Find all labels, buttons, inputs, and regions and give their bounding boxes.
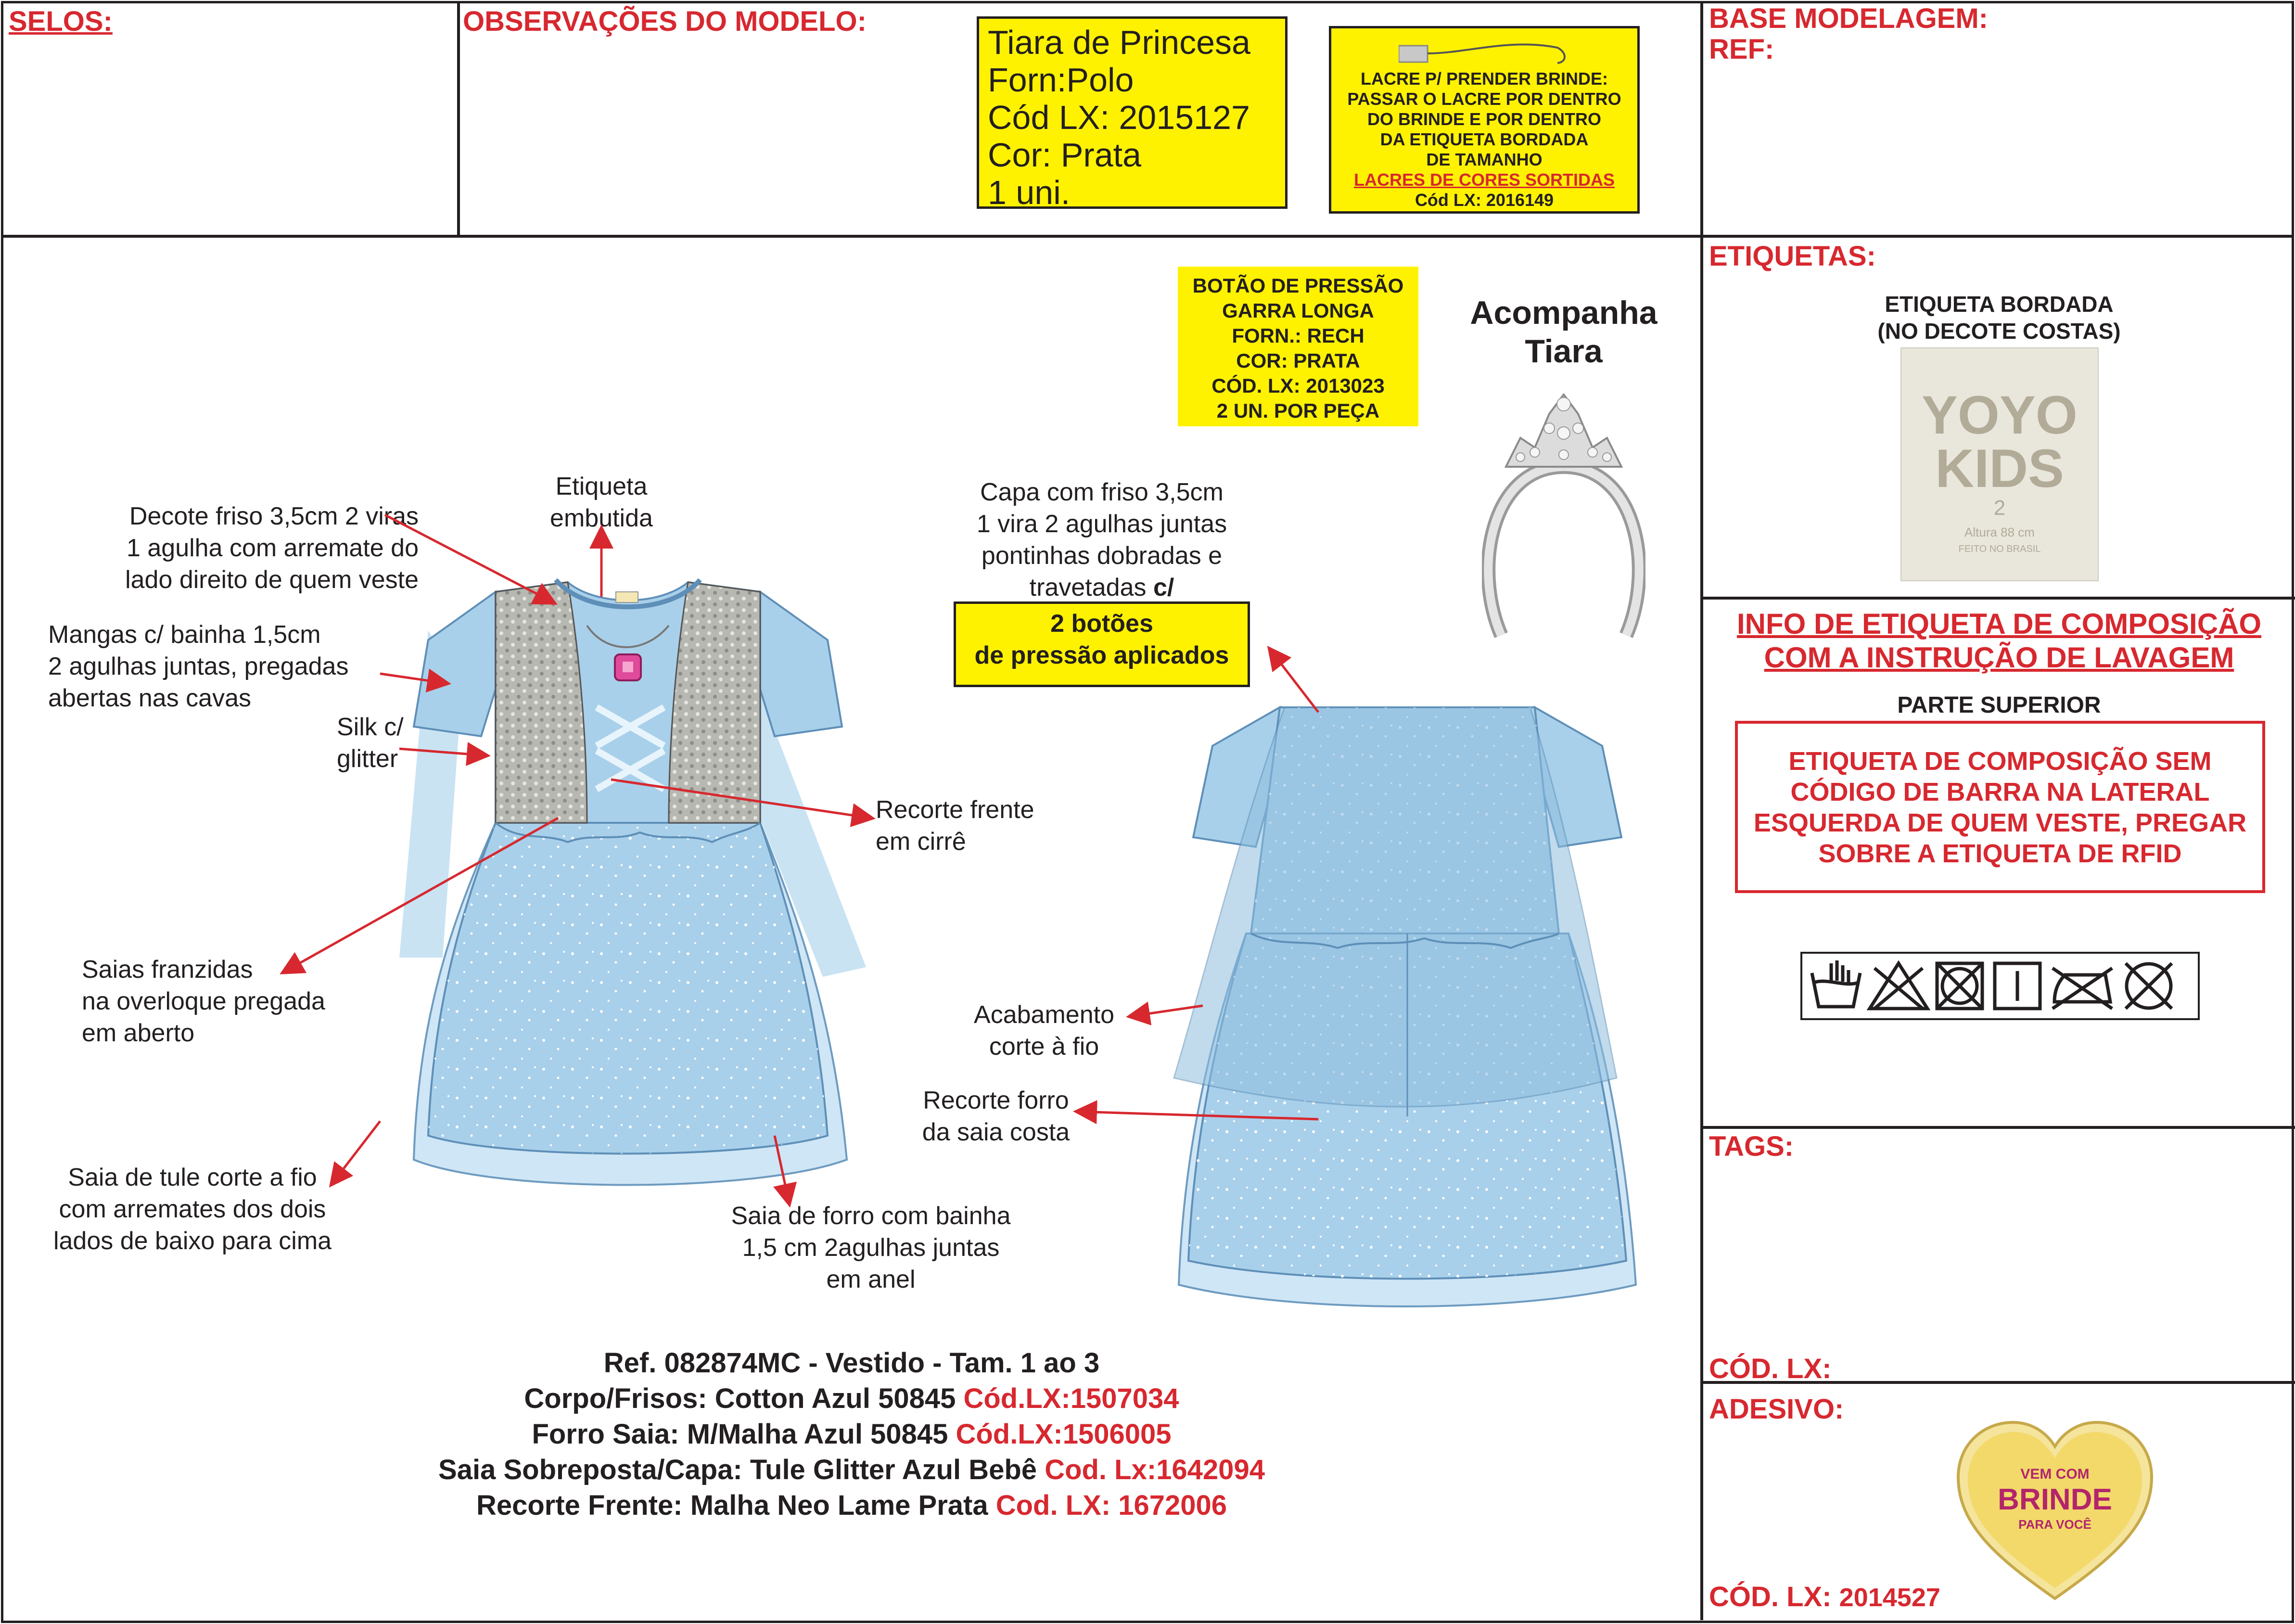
- tiara-line2: Forn:Polo: [988, 61, 1134, 99]
- label-brand-line2: KIDS: [1935, 438, 2064, 499]
- cod-lx2-label-text: CÓD. LX:: [1709, 1581, 1832, 1612]
- label-size: 2: [1993, 496, 2006, 520]
- line-dry-icon: [1995, 963, 2040, 1009]
- wash-hand-icon: [1812, 960, 1860, 1007]
- saias-line1: Saias franzidas: [82, 956, 253, 984]
- material-saia: Saia Sobreposta/Capa: Tule Glitter Azul Bebê: [438, 1454, 1037, 1485]
- materials-block: [241, 1345, 1463, 1523]
- rforro-line2: da saia costa: [922, 1118, 1070, 1146]
- lacre-line5: DE TAMANHO: [1426, 150, 1543, 169]
- lacre-line7: Cód LX: 2016149: [1415, 190, 1554, 210]
- material-corpo: Corpo/Frisos: Cotton Azul 50845: [524, 1383, 956, 1414]
- capa-line4-bold: c/: [1153, 574, 1174, 601]
- material-saia-cod: Cod. Lx:1642094: [1045, 1454, 1265, 1485]
- lacre-line1: LACRE P/ PRENDER BRINDE:: [1360, 69, 1608, 89]
- no-iron-icon: [2053, 968, 2112, 1009]
- cod-lx2-label: [1709, 1581, 1940, 1613]
- divider-etiquetas: [1700, 597, 2295, 600]
- info-composicao-title: [1703, 607, 2295, 675]
- etq-bordada-line2: (NO DECOTE COSTAS): [1877, 319, 2121, 344]
- material-forro: Forro Saia: M/Malha Azul 50845: [532, 1419, 948, 1450]
- label-height: Altura 88 cm: [1964, 525, 2035, 539]
- lacre-line3: DO BRINDE E POR DENTRO: [1367, 109, 1602, 129]
- no-tumble-dry-icon: [1937, 963, 1982, 1009]
- cod-lx-label: CÓD. LX:: [1709, 1353, 1832, 1384]
- sticker-line1: VEM COM: [2020, 1466, 2090, 1482]
- material-recorte: Recorte Frente: Malha Neo Lame Prata: [476, 1490, 988, 1521]
- material-forro-cod: Cód.LX:1506005: [956, 1419, 1172, 1450]
- info-line2: COM A INSTRUÇÃO DE LAVAGEM: [1764, 641, 2234, 674]
- decote-line3: lado direito de quem veste: [125, 566, 419, 594]
- acab-line1: Acabamento: [974, 1001, 1114, 1029]
- comp-line1: ETIQUETA DE COMPOSIÇÃO SEM: [1788, 747, 2212, 776]
- acompanha-line2: Tiara: [1525, 333, 1603, 370]
- decote-line1: Decote friso 3,5cm 2 viras: [129, 502, 419, 530]
- cod-lx2-value: 2014527: [1839, 1583, 1940, 1612]
- no-dry-clean-icon: [2126, 963, 2172, 1009]
- tiara-line5: 1 uni.: [988, 174, 1071, 211]
- saias-line3: em aberto: [82, 1019, 195, 1047]
- care-symbols: [1800, 952, 2200, 1020]
- forro-line1: Saia de forro com bainha: [731, 1202, 1011, 1230]
- observacoes-label: OBSERVAÇÕES DO MODELO:: [463, 6, 867, 37]
- no-bleach-icon: [1870, 963, 1927, 1009]
- label-brand-line1: YOYO: [1922, 385, 2078, 445]
- divider-info: [1700, 1126, 2295, 1129]
- material-recorte-cod: Cod. LX: 1672006: [995, 1490, 1227, 1521]
- comp-line4: SOBRE A ETIQUETA DE RFID: [1818, 839, 2182, 868]
- etiqueta-line2: embutida: [550, 504, 653, 532]
- botao-line3: FORN.: RECH: [1232, 324, 1364, 347]
- lacre-line4: DA ETIQUETA BORDADA: [1380, 129, 1589, 149]
- selos-label: SELOS:: [9, 6, 113, 37]
- botao-line4: COR: PRATA: [1236, 349, 1360, 372]
- tiara-line4: Cor: Prata: [988, 136, 1141, 174]
- botao-line6: 2 UN. POR PEÇA: [1216, 399, 1380, 422]
- mangas-line3: abertas nas cavas: [48, 684, 252, 712]
- decote-line2: 1 agulha com arremate do: [126, 534, 419, 562]
- botoes-line2: de pressão aplicados: [974, 641, 1229, 669]
- capa-line4: travetadas: [1029, 574, 1147, 601]
- forro-line2: 1,5 cm 2agulhas juntas: [742, 1234, 1000, 1262]
- botoes-line1: 2 botões: [1050, 610, 1153, 638]
- tiara-line3: Cód LX: 2015127: [988, 99, 1250, 136]
- tiara-line1: Tiara de Princesa: [988, 24, 1250, 61]
- material-corpo-cod: Cód.LX:1507034: [963, 1383, 1179, 1414]
- base-modelagem-label: BASE MODELAGEM:: [1709, 3, 1988, 34]
- acompanha-line1: Acompanha: [1470, 294, 1658, 331]
- material-ref: Ref. 082874MC - Vestido - Tam. 1 ao 3: [603, 1347, 1100, 1379]
- botao-line5: CÓD. LX: 2013023: [1211, 374, 1385, 397]
- botao-line2: GARRA LONGA: [1222, 299, 1374, 322]
- silk-line1: Silk c/: [337, 713, 404, 741]
- label-made: FEITO NO BRASIL: [1958, 544, 2041, 554]
- mangas-line1: Mangas c/ bainha 1,5cm: [48, 621, 321, 649]
- ref-label: REF:: [1709, 34, 1774, 65]
- tule-line3: lados de baixo para cima: [53, 1227, 332, 1255]
- capa-line2: 1 vira 2 agulhas juntas: [976, 510, 1227, 538]
- tule-line2: com arremates dos dois: [59, 1195, 326, 1223]
- recorte-line1: Recorte frente: [876, 796, 1034, 824]
- parte-superior: PARTE SUPERIOR: [1897, 692, 2101, 718]
- rforro-line1: Recorte forro: [923, 1087, 1069, 1114]
- etiqueta-line1: Etiqueta: [555, 473, 648, 500]
- woven-label: [1900, 347, 2099, 581]
- etiquetas-label: ETIQUETAS:: [1709, 241, 1876, 272]
- silk-line2: glitter: [337, 745, 398, 773]
- recorte-line2: em cirrê: [876, 828, 966, 856]
- capa-line3: pontinhas dobradas e: [981, 542, 1223, 570]
- tule-line1: Saia de tule corte a fio: [68, 1164, 317, 1191]
- tags-label: TAGS:: [1709, 1131, 1794, 1162]
- comp-line2: CÓDIGO DE BARRA NA LATERAL: [1790, 778, 2210, 806]
- botao-line1: BOTÃO DE PRESSÃO: [1192, 274, 1404, 297]
- info-line1: INFO DE ETIQUETA DE COMPOSIÇÃO: [1736, 608, 2262, 640]
- etq-bordada-line1: ETIQUETA BORDADA: [1885, 292, 2114, 317]
- comp-line3: ESQUERDA DE QUEM VESTE, PREGAR: [1753, 808, 2247, 837]
- brinde-sticker: [1955, 1419, 2155, 1602]
- lacre-line2: PASSAR O LACRE POR DENTRO: [1347, 89, 1621, 109]
- sticker-line3: PARA VOCÊ: [2018, 1517, 2091, 1532]
- etiqueta-bordada-caption: [1713, 291, 2285, 345]
- sticker-line2: BRINDE: [1998, 1483, 2112, 1516]
- mangas-line2: 2 agulhas juntas, pregadas: [48, 652, 349, 680]
- capa-line1: Capa com friso 3,5cm: [980, 478, 1224, 506]
- adesivo-label: ADESIVO:: [1709, 1394, 1844, 1425]
- forro-line3: em anel: [826, 1266, 916, 1293]
- composicao-box: [1735, 721, 2265, 893]
- divider-sidebar: [1700, 1, 1703, 1620]
- saias-line2: na overloque pregada: [82, 987, 325, 1015]
- acab-line2: corte à fio: [989, 1033, 1099, 1061]
- lacre-line6: LACRES DE CORES SORTIDAS: [1353, 170, 1615, 190]
